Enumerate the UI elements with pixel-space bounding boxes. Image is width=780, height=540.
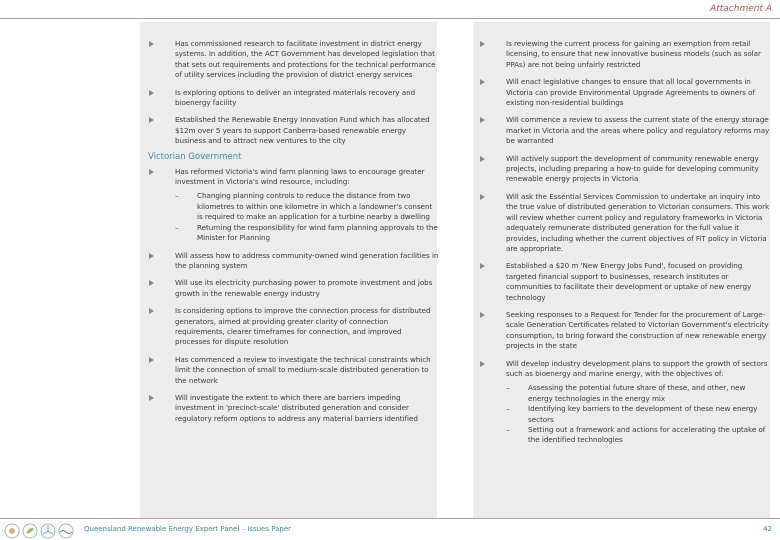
list-item bbox=[480, 359, 770, 446]
list-item-text: Seeking responses to a Request for Tender for the procurement of Large-scale Generation Certificates related to Victorian Government's electricity consumption, to bring forward the construction of new renewable energy projects in the state bbox=[506, 309, 769, 351]
sub-list-item bbox=[175, 223, 439, 244]
list-item-text: Will develop industry development plans to support the growth of sectors such as bioenergy and marine energy, with the objectives of: bbox=[506, 358, 768, 378]
right-column bbox=[480, 39, 770, 453]
sub-list-item-text: Setting out a framework and actions for accelerating the uptake of the identified technologies bbox=[528, 425, 766, 445]
bullet-arrow-icon bbox=[480, 194, 485, 200]
bullet-arrow-icon bbox=[480, 156, 485, 162]
bullet-arrow-icon bbox=[480, 263, 485, 269]
list-item bbox=[149, 393, 439, 424]
bullet-arrow-icon bbox=[149, 41, 154, 47]
list-item bbox=[480, 154, 770, 185]
wind-logo-icon bbox=[41, 524, 55, 538]
bullet-arrow-icon bbox=[149, 253, 154, 259]
left-column bbox=[149, 39, 439, 431]
page-header bbox=[0, 0, 780, 19]
list-item bbox=[480, 192, 770, 254]
bullet-arrow-icon bbox=[149, 90, 154, 96]
list-item-text: Has reformed Victoria's wind farm planning laws to encourage greater investment in Victoria's wind resource, including: bbox=[175, 166, 425, 187]
sub-list bbox=[506, 383, 770, 445]
list-item-text: Will actively support the development of community renewable energy projects, including preparing a how-to guide for developing community renewable energy projects in Victoria bbox=[506, 153, 759, 184]
sun-logo-icon bbox=[5, 524, 19, 538]
bullet-arrow-icon bbox=[149, 357, 154, 363]
list-item-text: Is reviewing the current process for gaining an exemption from retail licensing, to ensure that new innovative business models (such as solar PPAs) are not being unfairly restricted bbox=[506, 39, 761, 69]
list-item-text: Will ask the Essential Services Commission to undertake an inquiry into the true value of distributed generation to Victorian consumers. This work will review whether current policy and regulatory frameworks in Victoria adequately remunerate distributed generation for the full value it provides, including whether the current objectives of FiT policy in Victoria are appropriate. bbox=[506, 191, 770, 253]
list-item-text: Will commence a review to assess the current state of the energy storage market in Victoria and the areas where policy and regulatory reforms may be warranted bbox=[506, 115, 770, 146]
list-item bbox=[149, 251, 439, 272]
list-item bbox=[149, 88, 439, 109]
bullet-arrow-icon bbox=[480, 361, 485, 367]
sub-list-item bbox=[506, 383, 770, 404]
bullet-arrow-icon bbox=[149, 280, 154, 286]
list-item-text: Has commenced a review to investigate the technical constraints which limit the connection of small to medium-scale distributed generation to the network bbox=[175, 354, 431, 385]
list-item-text: Has commissioned research to facilitate investment in district energy systems. In addition, the ACT Government has developed legislation that that sets out requirements and protections for the technical performance of utility services including the provision of district energy services bbox=[175, 39, 436, 80]
list-item bbox=[149, 39, 439, 81]
list-item bbox=[149, 115, 439, 146]
list-item bbox=[480, 77, 770, 108]
leaf-logo-icon bbox=[23, 524, 37, 538]
attachment-label: Attachment A bbox=[710, 4, 772, 14]
list-item-text: Will use its electricity purchasing power to promote investment and jobs growth in the renewable energy industry bbox=[175, 278, 433, 298]
sub-list-item bbox=[506, 404, 770, 425]
bullet-arrow-icon bbox=[149, 169, 154, 175]
dash-icon: – bbox=[175, 191, 179, 201]
bullet-arrow-icon bbox=[480, 312, 485, 318]
bullet-arrow-icon bbox=[149, 117, 154, 123]
list-item bbox=[480, 261, 770, 303]
sub-list bbox=[175, 191, 439, 243]
sub-list-item bbox=[506, 425, 770, 446]
list-item bbox=[480, 310, 770, 352]
list-item-text: Is exploring options to deliver an integrated materials recovery and bioenergy facility bbox=[175, 87, 416, 108]
list-item-text: Established the Renewable Energy Innovation Fund which has allocated $12m over 5 years to support Canberra-based renewable energy business and to attract new ventures to the city bbox=[175, 115, 430, 146]
footer-logo-icons bbox=[2, 520, 78, 540]
section-heading-victoria: Victorian Government bbox=[148, 151, 242, 162]
dash-icon: – bbox=[506, 425, 510, 434]
sub-list-item-text: Changing planning controls to reduce the distance from two kilometres to within one kilometre in which a landowner's consent is required to make an application for a turbine nearby a dwelling bbox=[197, 191, 433, 222]
bullet-arrow-icon bbox=[149, 308, 154, 314]
dash-icon: – bbox=[506, 383, 510, 393]
sub-list-item-text: Returning the responsibility for wind farm planning approvals to the Minister for Planning bbox=[197, 222, 438, 243]
footer-divider bbox=[0, 518, 780, 519]
list-item-text: Will investigate the extent to which there are barriers impeding investment in 'precinct-scale' distributed generation and consider regulatory reform options to address any material barriers identified bbox=[175, 392, 418, 423]
sub-list-item-text: Identifying key barriers to the development of these new energy sectors bbox=[528, 404, 758, 424]
list-item bbox=[149, 306, 439, 348]
list-item bbox=[480, 39, 770, 70]
footer-title: Queensland Renewable Energy Expert Panel – Issues Paper bbox=[84, 525, 292, 533]
bullet-arrow-icon bbox=[480, 41, 485, 47]
list-item bbox=[149, 167, 439, 244]
page-number: 42 bbox=[763, 525, 772, 533]
list-item-text: Established a $20 m 'New Energy Jobs Fund', focused on providing targeted financial support to businesses, research institutes or communities to facilitate their development or uptake of new energy technology bbox=[506, 261, 752, 302]
list-item bbox=[149, 278, 439, 299]
sub-list-item bbox=[175, 191, 439, 222]
bullet-arrow-icon bbox=[480, 117, 485, 123]
sub-list-item-text: Assessing the potential future share of these, and other, new energy technologies in the energy mix bbox=[528, 383, 746, 403]
list-item-text: Will assess how to address community-owned wind generation facilities in the planning system bbox=[175, 250, 439, 270]
bullet-arrow-icon bbox=[480, 79, 485, 85]
bullet-arrow-icon bbox=[149, 395, 154, 401]
list-item-text: Is considering options to improve the connection process for distributed generators, aimed at providing greater clarity of connection requirements, clearer timeframes for connection, and improved processes for dispute resolution bbox=[175, 306, 431, 347]
dash-icon: – bbox=[175, 222, 179, 232]
dash-icon: – bbox=[506, 404, 510, 414]
wave-logo-icon bbox=[59, 524, 73, 538]
list-item bbox=[480, 115, 770, 146]
list-item-text: Will enact legislative changes to ensure that all local governments in Victoria can provide Environmental Upgrade Agreements to owners of existing non-residential buildings bbox=[506, 77, 755, 108]
list-item bbox=[149, 355, 439, 386]
